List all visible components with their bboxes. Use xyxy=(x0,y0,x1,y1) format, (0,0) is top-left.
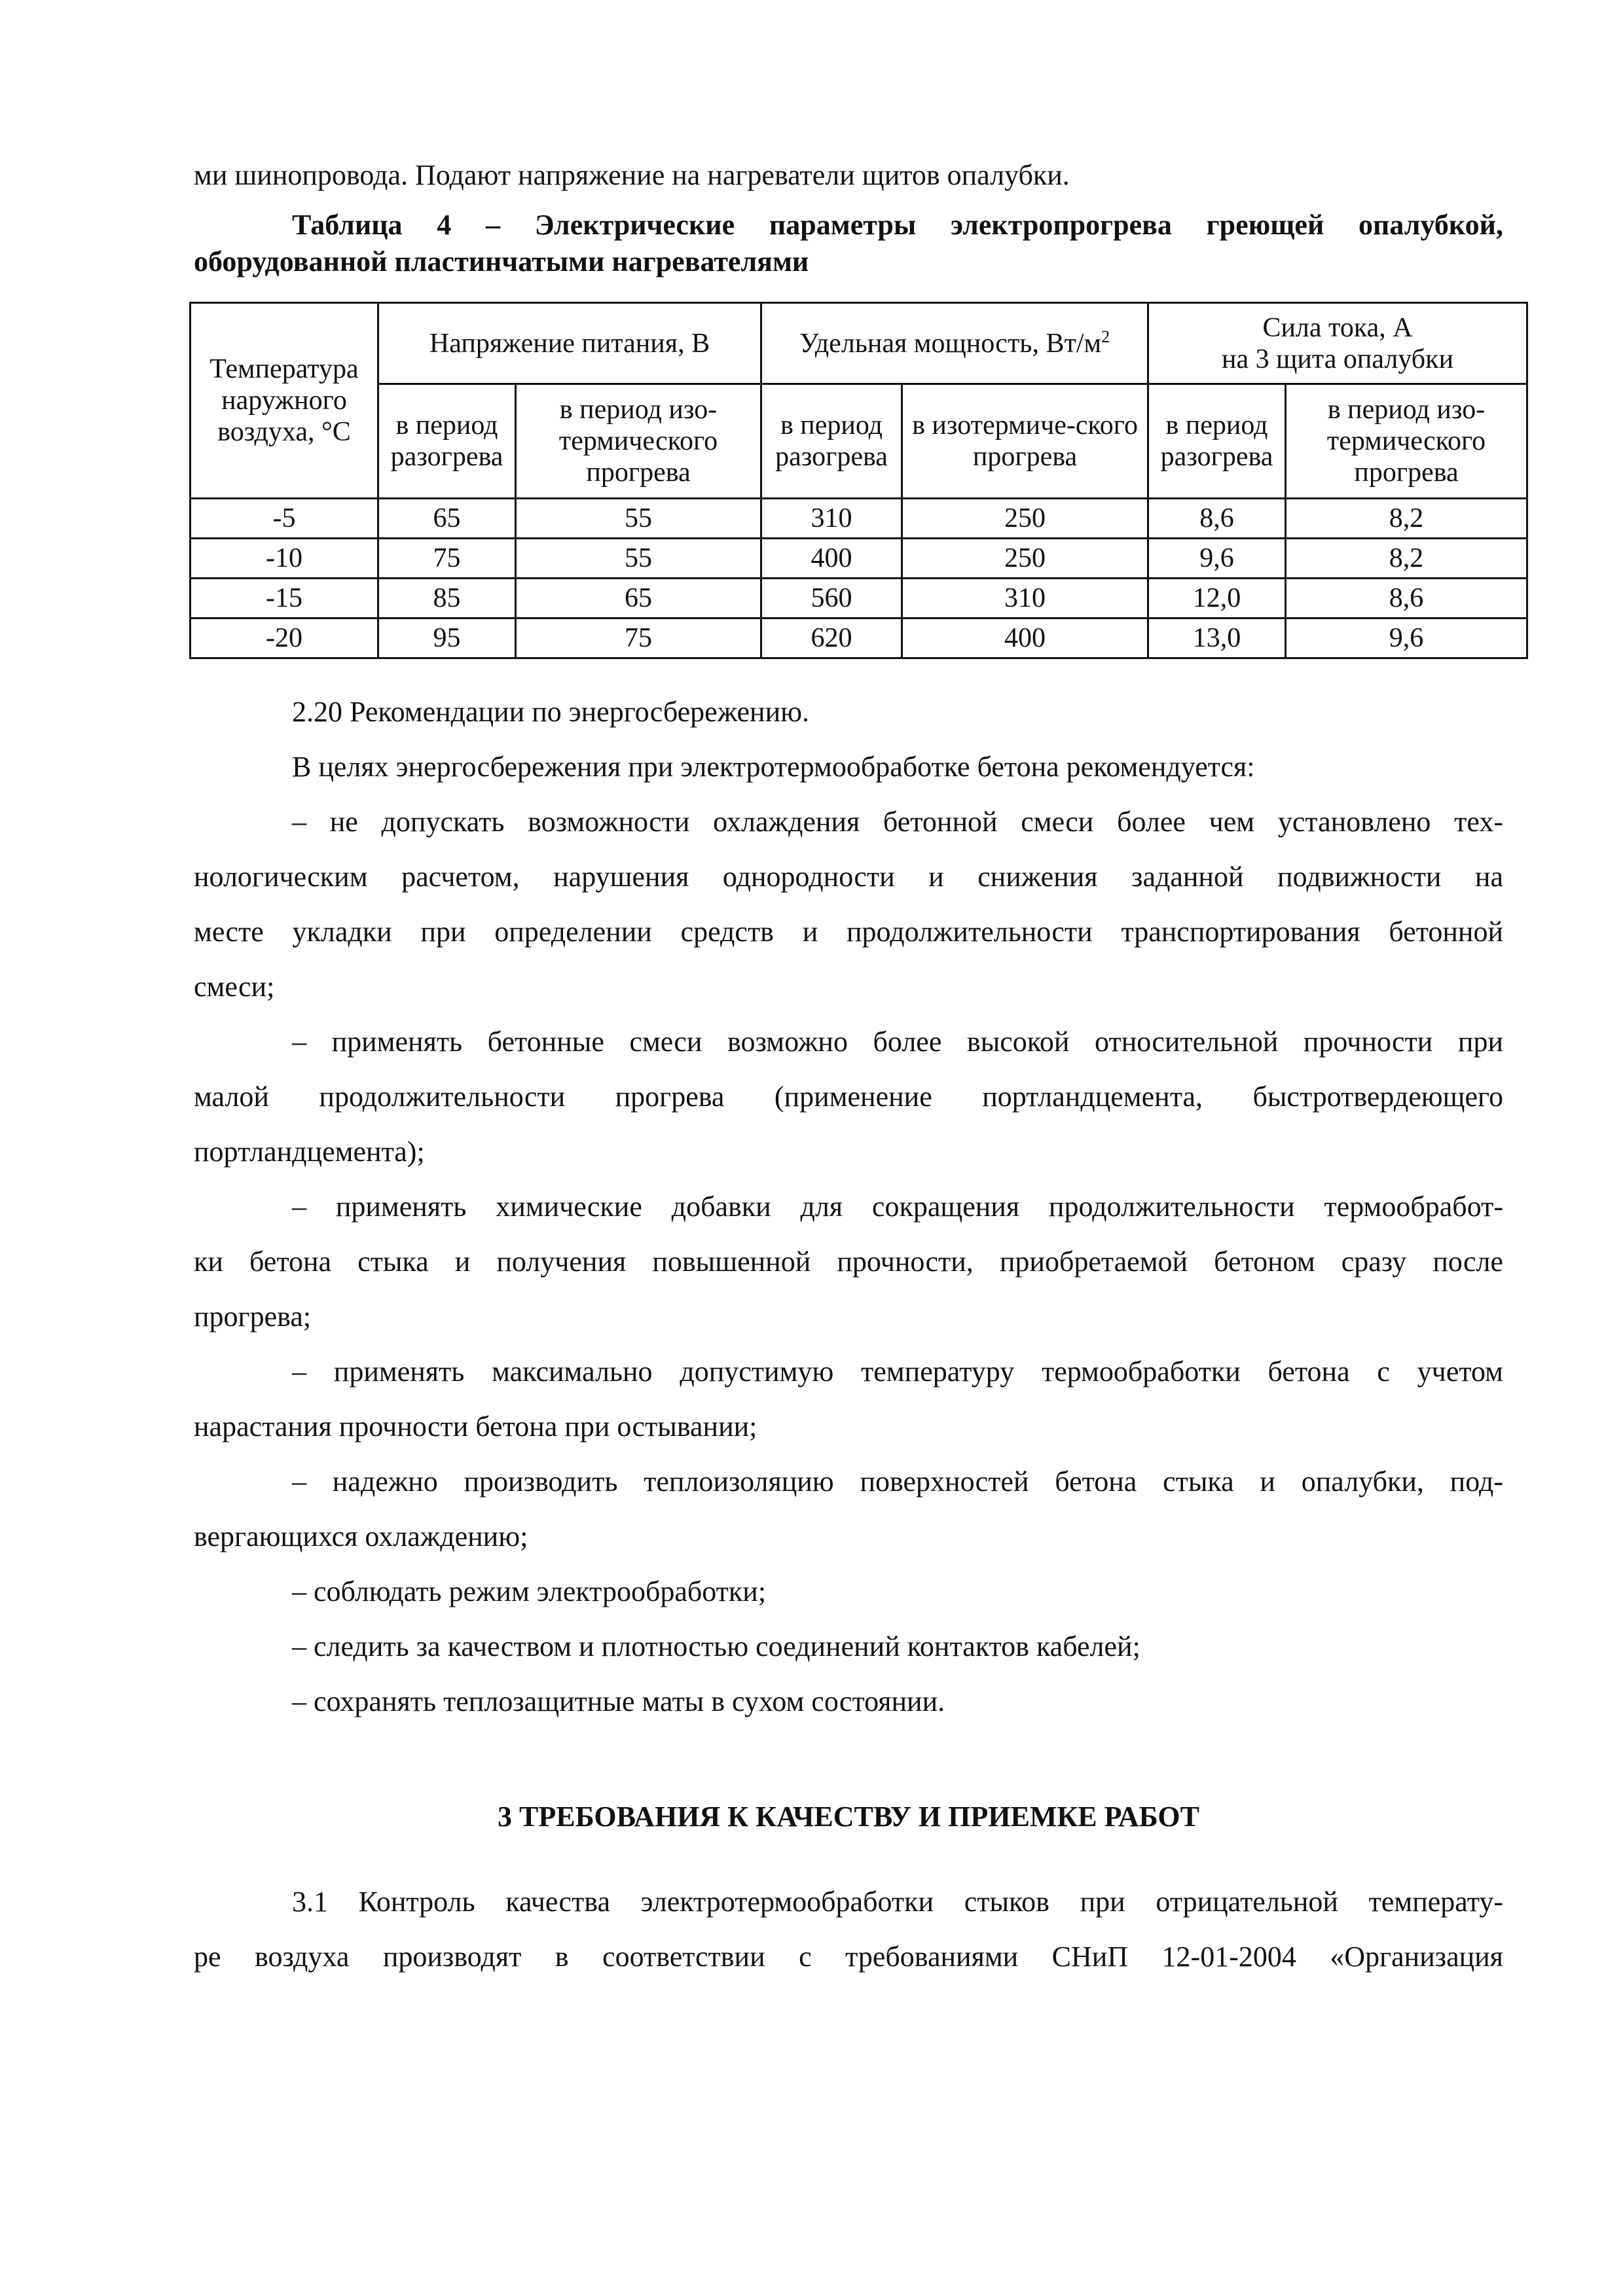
header-specific-power: Удельная мощность, $Вт/м^2$ xyxy=(761,303,1148,384)
table-cell: 310 xyxy=(761,499,902,539)
list-item-4-line-2: нарастания прочности бетона при остывании; xyxy=(194,1410,757,1443)
table-cell: 250 xyxy=(902,539,1148,579)
table-caption-line1: Таблица 4 – Электрические параметры электропрогрева греющей опалубкой, xyxy=(292,209,1503,241)
list-item-5-line-2: вергающихся охлаждению; xyxy=(194,1520,528,1552)
table-cell: 9,6 xyxy=(1286,619,1527,658)
list-item-6: – соблюдать режим электрообработки; xyxy=(292,1575,767,1607)
subheader-voltage-iso: в период изо-термического прогрева xyxy=(516,384,761,499)
table-row xyxy=(191,579,1527,619)
electrical-parameters-table xyxy=(189,302,1528,659)
list-item-1-line-2: нологическим расчетом, нарушения однородности и снижения заданной подвижности на xyxy=(194,861,1503,893)
table-cell: 65 xyxy=(378,499,516,539)
table-cell: 400 xyxy=(761,539,902,579)
list-item-8: – сохранять теплозащитные маты в сухом состоянии. xyxy=(292,1685,945,1717)
table-cell: -15 xyxy=(191,579,378,619)
table-header-row-2 xyxy=(191,384,1527,499)
table-cell: 75 xyxy=(378,539,516,579)
list-item-3-line-3: прогрева; xyxy=(194,1300,312,1333)
list-item-5-line-1: – надежно производить теплоизоляцию поверхностей бетона стыка и опалубки, под- xyxy=(292,1465,1503,1498)
section-paragraph-line-1: 3.1 Контроль качества электротермообработки стыков при отрицательной температу- xyxy=(292,1886,1503,1918)
table-cell: 55 xyxy=(516,539,761,579)
table-cell: -10 xyxy=(191,539,378,579)
table-caption xyxy=(194,207,1503,280)
subheader-voltage-heat: в период разогрева xyxy=(378,384,516,499)
table-cell: 85 xyxy=(378,579,516,619)
section-heading: 3 ТРЕБОВАНИЯ К КАЧЕСТВУ И ПРИЕМКЕ РАБОТ xyxy=(498,1801,1199,1833)
header-current: Сила тока, А на 3 щита опалубки xyxy=(1148,303,1527,384)
table-cell: 13,0 xyxy=(1148,619,1286,658)
header-temperature: Температура наружного воздуха, °С xyxy=(191,303,378,499)
list-item-2-line-3: портландцемента); xyxy=(194,1136,425,1168)
table-cell: 8,2 xyxy=(1286,539,1527,579)
table-row xyxy=(191,539,1527,579)
table-cell: 75 xyxy=(516,619,761,658)
list-item-1-line-4: смеси; xyxy=(194,971,275,1003)
table-row xyxy=(191,619,1527,658)
table-cell: -20 xyxy=(191,619,378,658)
table-cell: 8,6 xyxy=(1148,499,1286,539)
table-cell: 9,6 xyxy=(1148,539,1286,579)
table-header-row-1 xyxy=(191,303,1527,384)
table-cell: 8,2 xyxy=(1286,499,1527,539)
subheader-current-iso: в период изо-термического прогрева xyxy=(1286,384,1527,499)
table-row xyxy=(191,499,1527,539)
list-item-7: – следить за качеством и плотностью соединений контактов кабелей; xyxy=(292,1630,1140,1662)
paragraph-energy-saving-title: 2.20 Рекомендации по энергосбережению. xyxy=(292,696,810,728)
table-cell: -5 xyxy=(191,499,378,539)
paragraph-intro: В целях энергосбережения при электротермообработке бетона рекомендуется: xyxy=(292,751,1255,783)
table-cell: 65 xyxy=(516,579,761,619)
list-item-1-line-1: – не допускать возможности охлаждения бетонной смеси более чем установлено тех- xyxy=(292,806,1503,838)
table-cell: 400 xyxy=(902,619,1148,658)
list-item-4-line-1: – применять максимально допустимую температуру термообработки бетона с учетом xyxy=(292,1355,1503,1388)
list-item-3-line-1: – применять химические добавки для сокращения продолжительности термообработ- xyxy=(292,1191,1503,1223)
table-cell: 55 xyxy=(516,499,761,539)
table-cell: 620 xyxy=(761,619,902,658)
subheader-power-iso: в изотермиче-ского прогрева xyxy=(902,384,1148,499)
section-paragraph-line-2: ре воздуха производят в соответствии с требованиями СНиП 12-01-2004 «Организация xyxy=(194,1941,1503,1973)
table-cell: 12,0 xyxy=(1148,579,1286,619)
subheader-current-heat: в период разогрева xyxy=(1148,384,1286,499)
subheader-power-heat: в период разогрева xyxy=(761,384,902,499)
table-cell: 250 xyxy=(902,499,1148,539)
table-cell: 95 xyxy=(378,619,516,658)
table-caption-line2: оборудованной пластинчатыми нагревателями xyxy=(194,245,809,278)
list-item-1-line-3: месте укладки при определении средств и продолжительности транспортирования бетонной xyxy=(194,916,1503,948)
table-cell: 310 xyxy=(902,579,1148,619)
table-cell: 560 xyxy=(761,579,902,619)
table-cell: 8,6 xyxy=(1286,579,1527,619)
header-voltage: Напряжение питания, В xyxy=(378,303,761,384)
list-item-2-line-2: малой продолжительности прогрева (применение портландцемента, быстротвердеющего xyxy=(194,1081,1503,1113)
continuation-line: ми шинопровода. Подают напряжение на нагреватели щитов опалубки. xyxy=(194,159,1070,191)
list-item-2-line-1: – применять бетонные смеси возможно более высокой относительной прочности при xyxy=(292,1026,1503,1058)
list-item-3-line-2: ки бетона стыка и получения повышенной прочности, приобретаемой бетоном сразу после xyxy=(194,1246,1503,1278)
